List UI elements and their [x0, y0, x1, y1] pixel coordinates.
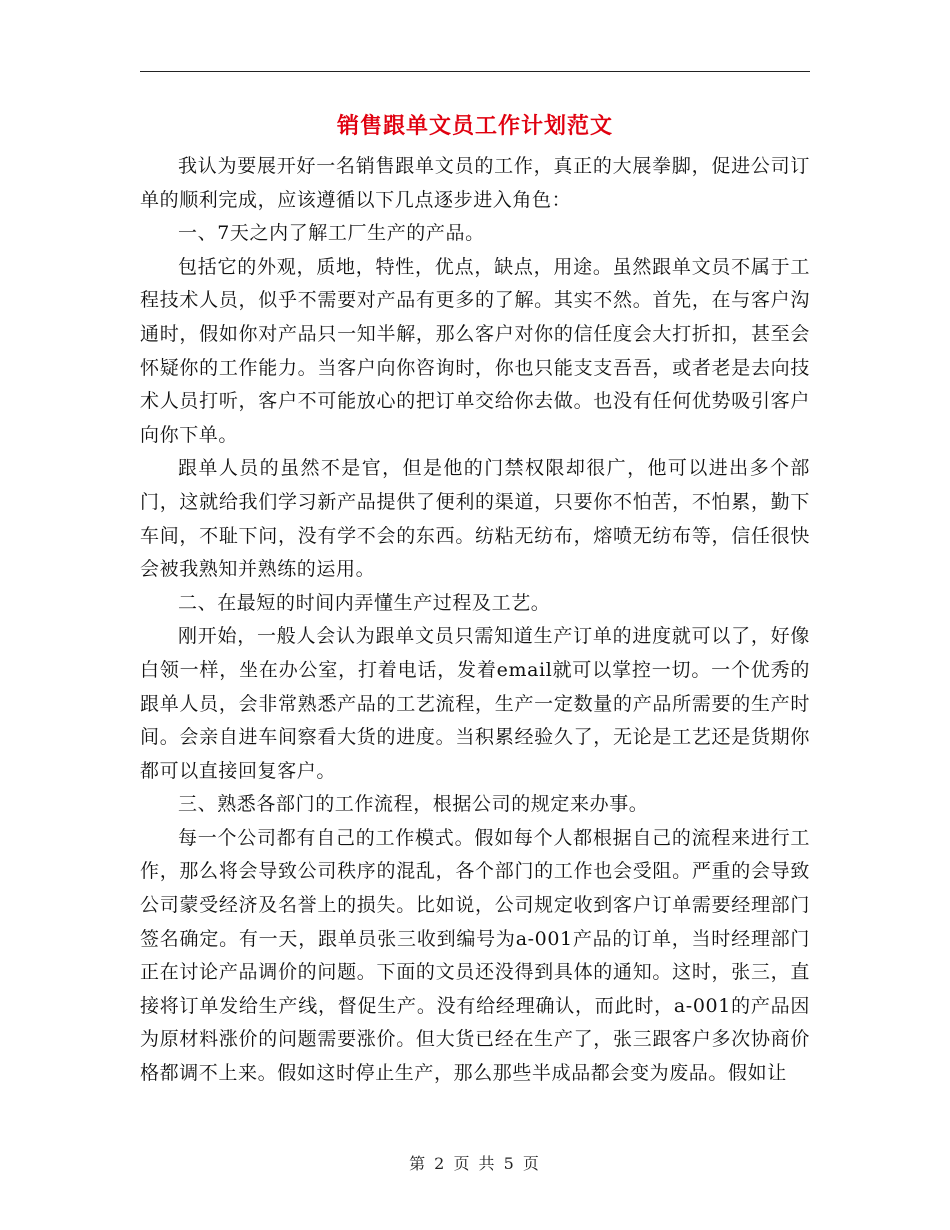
paragraph: 跟单人员的虽然不是官，但是他的门禁权限却很广，他可以进出多个部门，这就给我们学习新产品提供了便利的渠道，只要你不怕苦，不怕累，勤下车间，不耻下问，没有学不会的东西。纺粘无纺布，熔喷无纺布等，信任很快会被我熟知并熟练的运用。	[140, 457, 810, 581]
section-heading-2: 二、在最短的时间内弄懂生产过程及工艺。	[178, 591, 551, 614]
paragraph: 包括它的外观，质地，特性，优点，缺点，用途。虽然跟单文员不属于工程技术人员，似乎不需要对产品有更多的了解。其实不然。首先，在与客户沟通时，假如你对产品只一知半解，那么客户对你的信任度会大打折扣，甚至会怀疑你的工作能力。当客户向你咨询时，你也只能支支吾吾，或者老是去向技术人员打听，客户不可能放心的把订单交给你去做。也没有任何优势吸引客户向你下单。	[140, 255, 810, 446]
document-body	[140, 150, 810, 1091]
document-title: 销售跟单文员工作计划范文	[336, 113, 613, 139]
page-number: 第 2 页 共 5 页	[409, 1154, 541, 1173]
section-heading-1: 一、7天之内了解工厂生产的产品。	[178, 222, 485, 245]
header-rule	[140, 71, 810, 72]
paragraph: 刚开始，一般人会认为跟单文员只需知道生产订单的进度就可以了，好像白领一样，坐在办公室，打着电话，发着email就可以掌控一切。一个优秀的跟单人员，会非常熟悉产品的工艺流程，生产一定数量的产品所需要的生产时间。会亲自进车间察看大货的进度。当积累经验久了，无论是工艺还是货期你都可以直接回复客户。	[140, 625, 810, 782]
paragraph: 每一个公司都有自己的工作模式。假如每个人都根据自己的流程来进行工作，那么将会导致公司秩序的混乱，各个部门的工作也会受阻。严重的会导致公司蒙受经济及名誉上的损失。比如说，公司规定收到客户订单需要经理部门签名确定。有一天，跟单员张三收到编号为a-001产品的订单，当时经理部门正在讨论产品调价的问题。下面的文员还没得到具体的通知。这时，张三，直接将订单发给生产线，督促生产。没有给经理确认，而此时，a-001的产品因为原材料涨价的问题需要涨价。但大货已经在生产了，张三跟客户多次协商价格都调不上来。假如这时停止生产，那么那些半成品都会变为废品。假如让	[140, 826, 810, 1085]
section-heading-3: 三、熟悉各部门的工作流程，根据公司的规定来办事。	[178, 793, 649, 816]
paragraph-intro: 我认为要展开好一名销售跟单文员的工作，真正的大展拳脚，促进公司订单的顺利完成，应该遵循以下几点逐步进入角色：	[140, 155, 810, 211]
